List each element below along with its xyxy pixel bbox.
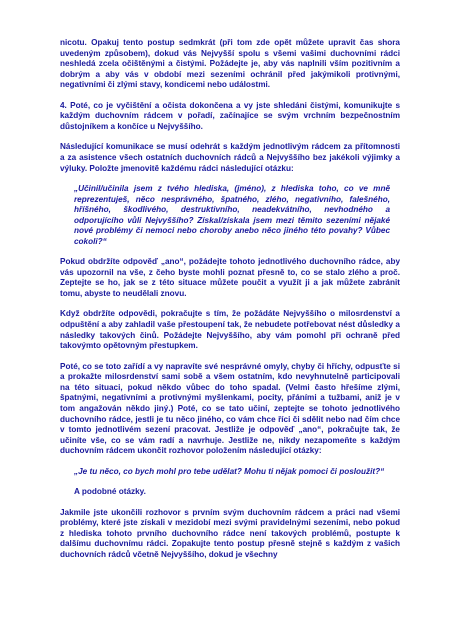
quote-question-help: „Je tu něco, co bych mohl pro tebe udělat? Mohu ti nějak pomoci či posloužit?“ <box>74 466 385 476</box>
paragraph-similar-questions: A podobné otázky. <box>74 487 146 497</box>
paragraph-purification-repeat: nicotu. Opakuj tento postup sedmkrát (při tom zde opět můžete upravit čas shora uvedeným způsobem), dokud vás Nejvyšší spolu s všemi vašimi duchovními rádci neshledá zcela očištěnými a čistými. Požádejte je, aby vás naplnili vším pozitivním a dobrým a aby vás v období mezi sezeními ochránil před jakýmikoli protivnými, negativními či zlými stavy, kondicemi nebo událostmi. <box>60 38 400 90</box>
paragraph-ask-mercy: Když obdržíte odpovědi, pokračujte s tím, že požádáte Nejvyššího o milosrdenství a odpuštění a aby zahladil vaše přestoupení tak, že nebudete potřebovat nést důsledky a následky takových činů. Požádejte Nejvyššího, aby vám pomohl při ochraně před takovýmto opětovným přestupkem. <box>60 309 400 351</box>
paragraph-next-advisor: Jakmile jste ukončili rozhovor s prvním svým duchovním rádcem a práci nad všemi problémy, které jste získali v mezidobí mezi svými pravidelnými sezeními, nebo pokud z hlediska tohoto prvního duchovního rádce není takových problémů, postupte k dalšímu duchovnímu rádci. Zopakujte tento postup přesně stejně s každým z vašich duchovních rádců včetně Nejvyššího, dokud je všechny <box>60 507 400 559</box>
paragraph-answer-yes: Pokud obdržíte odpověď „ano“, požádejte tohoto jednotlivého duchovního rádce, aby vás upozornil na vše, z čeho byste mohli poznat přesně to, co se stalo zlého a proč. Zeptejte se ho, jak se z této situace můžete poučit a využít ji a jak můžete zabránit tomu, abyste to neudělali znovu. <box>60 257 400 299</box>
paragraph-communication-intro: Následující komunikace se musí odehrát s každým jednotlivým rádcem za přítomnosti a za asistence všech ostatních duchovních rádců a Nejvyššího bez jakékoli výjimky a výluky. Položte jmenovitě každému rádci následující otázku: <box>60 142 400 173</box>
paragraph-forgive-yourself: Poté, co se toto zařídí a vy napravíte své nesprávné omyly, chyby či hříchy, odpusťte si a prokažte milosrdenství sami sobě a všem ostatním, kdo nevyhnutelně participovali na této situaci, pokud někdo vůbec do toho spadal. (Velmi často hřešíme zlými, špatnými, negativními a protivnými myšlenkami, pocity, přáními a tužbami, aniž je v tom angažován někdo jiný.) Poté, co se tato učiní, zeptejte se tohoto jednotlivého duchovního rádce, jestli je tu něco jiného, co vám chce říci či sdělit nebo nad čím chce v tomto jednotlivém sezení pracovat. Jestliže je odpověď „ano“, pokračujte tak, že učiníte vše, co se vám radí a navrhuje. Jestliže ne, nikdy nezapomeňte s každým duchovním rádcem ukončit rozhovor položením následující otázky: <box>60 361 400 456</box>
paragraph-step-4: 4. Poté, co je vyčištění a očista dokončena a vy jste shledáni čistými, komunikujte s každým duchovním rádcem v pořadí, začínajíce se svým vrchním bezpečnostním důstojníkem a končíce u Nejvyššího. <box>60 100 400 131</box>
quote-question-wrongdoing: „Učinil/učinila jsem z tvého hlediska, (jméno), z hlediska toho, co ve mně reprezentuješ, něco nesprávného, špatného, zlého, negativního, falešného, hříšného, škodlivého, destruktivního, neadekvátního, nevhodného a odporujícího vůli Nejvyššího? Získal/získala jsem mezi těmito sezeními nějaké nové problémy či nemoci nebo choroby anebo něco jiného této povahy? Vůbec cokoli?“ <box>74 183 390 246</box>
